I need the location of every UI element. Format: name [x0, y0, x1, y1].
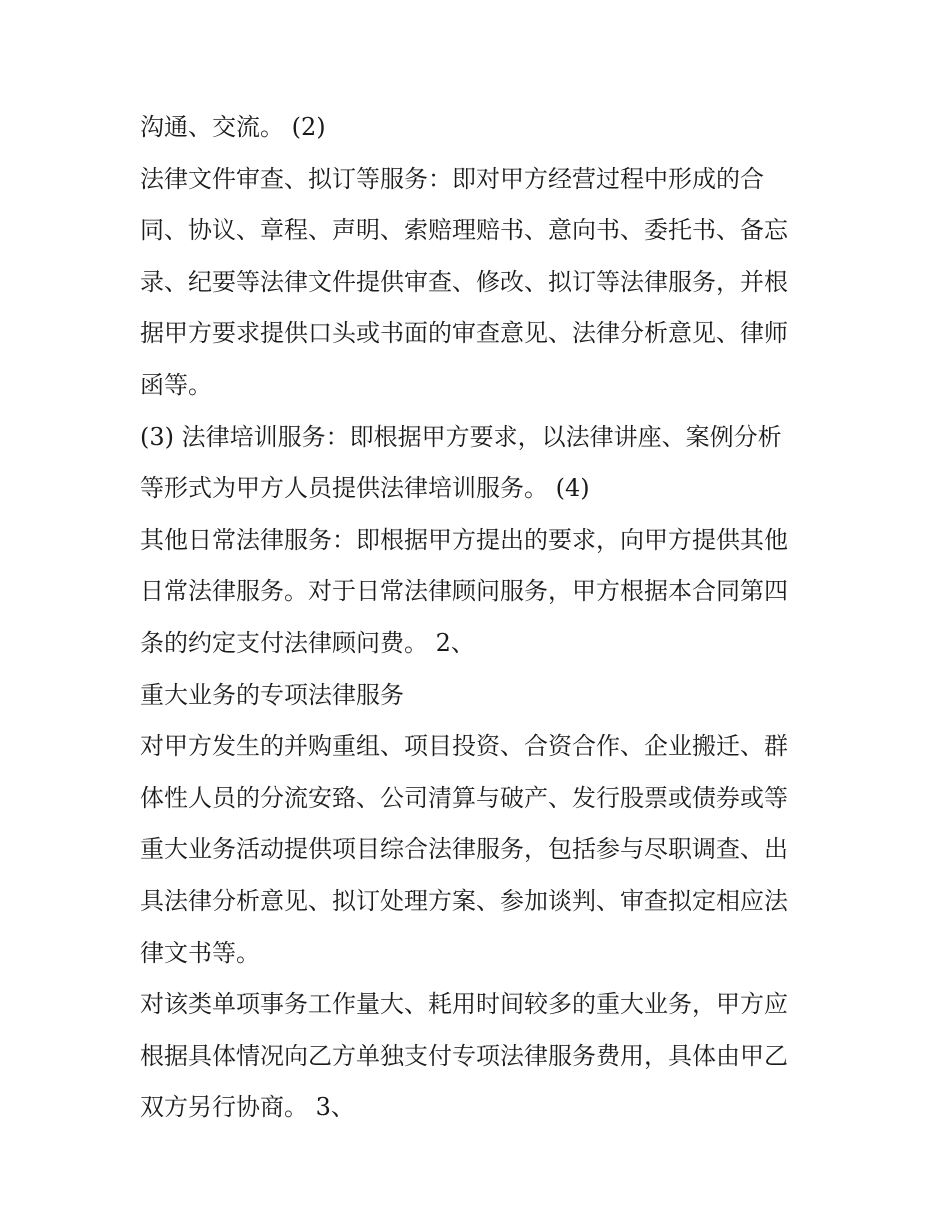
- text-line: 据甲方要求提供口头或书面的审查意见、法律分析意见、律师: [140, 319, 788, 348]
- text-line: (3) 法律培训服务：即根据甲方要求，以法律讲座、案例分析: [140, 422, 782, 451]
- text-line: 其他日常法律服务：即根据甲方提出的要求，向甲方提供其他: [140, 525, 788, 554]
- text-line: 对甲方发生的并购重组、项目投资、合资合作、企业搬迁、群: [140, 732, 788, 761]
- text-line: 重大业务活动提供项目综合法律服务，包括参与尽职调查、出: [140, 835, 788, 864]
- text-line: 录、纪要等法律文件提供审查、修改、拟订等法律服务，并根: [140, 267, 788, 296]
- text-line: 日常法律服务。对于日常法律顾问服务，甲方根据本合同第四: [140, 577, 788, 606]
- text-line: 沟通、交流。 (2): [140, 113, 326, 141]
- text-line: 律文书等。: [140, 938, 260, 967]
- text-line: 法律文件审查、拟订等服务：即对甲方经营过程中形成的合: [140, 164, 764, 193]
- document-body: [140, 102, 830, 1134]
- text-line: 具法律分析意见、拟订处理方案、参加谈判、审查拟定相应法: [140, 886, 788, 915]
- text-line: 等形式为甲方人员提供法律培训服务。 (4): [140, 474, 590, 503]
- text-line: 同、协议、章程、声明、索赔理赔书、意向书、委托书、备忘: [140, 216, 788, 245]
- section-heading: 重大业务的专项法律服务: [140, 680, 404, 709]
- text-line: 根据具体情况向乙方单独支付专项法律服务费用，具体由甲乙: [140, 1041, 788, 1070]
- text-line: 函等。: [140, 370, 212, 399]
- text-line: 对该类单项事务工作量大、耗用时间较多的重大业务，甲方应: [140, 990, 788, 1019]
- text-line: 体性人员的分流安臵、公司清算与破产、发行股票或债券或等: [140, 783, 788, 812]
- text-line: 双方另行协商。 3、: [140, 1093, 355, 1122]
- text-line: 条的约定支付法律顾问费。 2、: [140, 628, 475, 657]
